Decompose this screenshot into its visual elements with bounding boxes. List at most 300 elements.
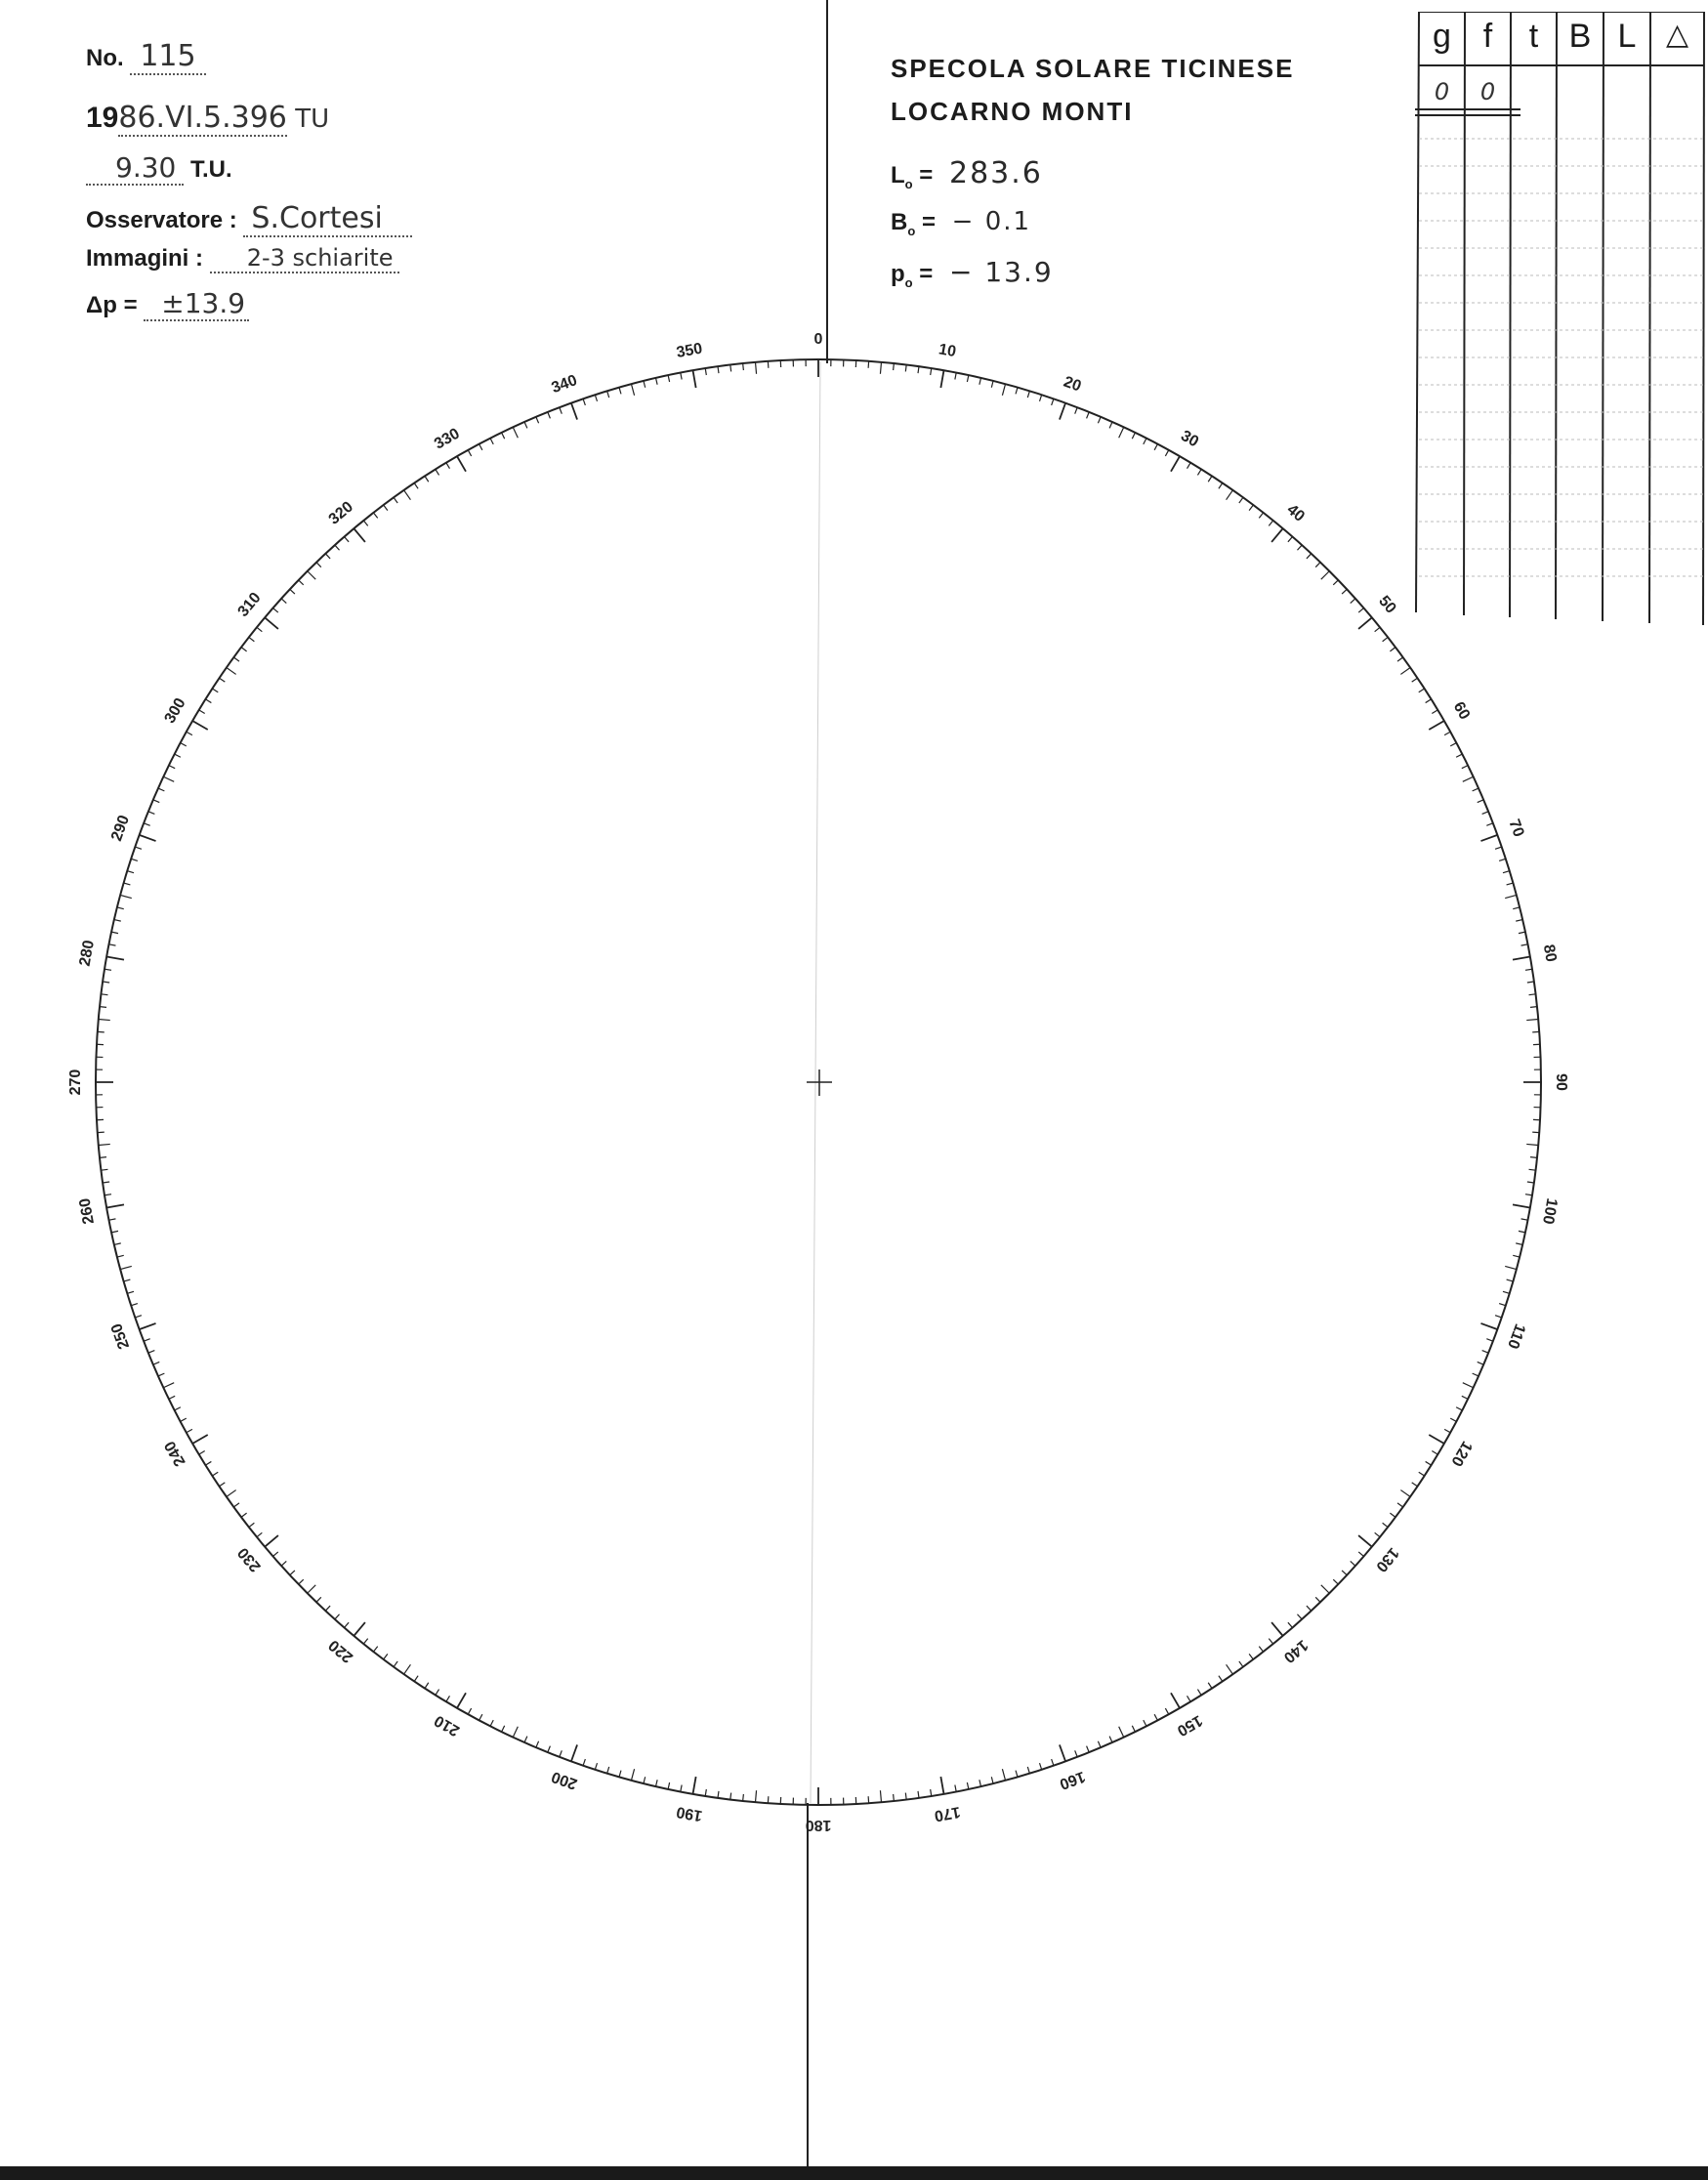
degree-tick bbox=[894, 1794, 895, 1801]
time-value: 9.30 bbox=[86, 151, 184, 186]
table-header-t: t bbox=[1528, 18, 1539, 55]
degree-tick bbox=[1444, 732, 1450, 734]
degree-tick bbox=[457, 456, 466, 472]
degree-tick bbox=[468, 450, 471, 456]
bottom-axis-line bbox=[807, 1803, 809, 2168]
degree-tick bbox=[1087, 1746, 1090, 1752]
degree-tick bbox=[656, 378, 658, 385]
degree-tick bbox=[730, 1793, 731, 1800]
degree-tick bbox=[425, 1683, 429, 1689]
ephemeris-L0 bbox=[891, 156, 1043, 191]
date-prefix: 19 bbox=[86, 102, 119, 134]
degree-label-260: 260 bbox=[76, 1196, 98, 1226]
degree-tick bbox=[205, 699, 211, 703]
degree-tick bbox=[490, 439, 493, 444]
degree-tick bbox=[1463, 1383, 1474, 1388]
degree-tick bbox=[1333, 1579, 1338, 1584]
degree-tick bbox=[524, 422, 527, 428]
observer-line bbox=[86, 201, 412, 237]
degree-tick bbox=[111, 932, 118, 933]
degree-tick bbox=[940, 1777, 943, 1794]
degree-tick bbox=[1456, 754, 1462, 757]
degree-tick bbox=[1473, 788, 1479, 791]
degree-tick bbox=[436, 469, 439, 475]
degree-tick bbox=[756, 1790, 757, 1802]
degree-tick bbox=[131, 1304, 138, 1306]
degree-ticks bbox=[96, 359, 1541, 1805]
degree-tick bbox=[192, 1435, 208, 1444]
degree-tick bbox=[756, 362, 757, 374]
degree-tick bbox=[181, 743, 187, 746]
degree-tick bbox=[1315, 1597, 1320, 1602]
degree-tick bbox=[124, 1279, 131, 1281]
degree-tick bbox=[1419, 689, 1425, 692]
degree-tick bbox=[644, 1777, 646, 1783]
degree-tick bbox=[1027, 391, 1029, 398]
degree-tick bbox=[631, 384, 634, 396]
L0-label: L bbox=[891, 162, 905, 189]
degree-tick bbox=[233, 657, 239, 661]
degree-tick bbox=[1119, 1727, 1124, 1738]
degree-tick bbox=[1119, 427, 1124, 438]
solar-disk-outline bbox=[96, 359, 1541, 1805]
degree-tick bbox=[100, 1157, 106, 1158]
degree-tick bbox=[631, 1769, 634, 1781]
degree-tick bbox=[1288, 1622, 1293, 1627]
degree-label-170: 170 bbox=[933, 1803, 962, 1824]
table-header-f: f bbox=[1482, 18, 1493, 55]
degree-tick bbox=[394, 1661, 397, 1667]
degree-tick bbox=[718, 366, 719, 373]
degree-tick bbox=[175, 1407, 181, 1410]
degree-tick bbox=[404, 1664, 411, 1674]
degree-tick bbox=[102, 1169, 108, 1170]
degree-tick bbox=[1462, 1396, 1468, 1399]
degree-tick bbox=[384, 1654, 388, 1659]
degree-tick bbox=[135, 847, 142, 849]
degree-tick bbox=[1513, 957, 1530, 960]
degree-tick bbox=[1527, 982, 1534, 983]
degree-tick bbox=[335, 545, 340, 550]
degree-tick bbox=[103, 982, 109, 983]
degree-tick bbox=[1462, 766, 1468, 769]
degree-tick bbox=[1052, 398, 1054, 405]
degree-tick bbox=[1390, 1513, 1396, 1517]
degree-tick bbox=[681, 373, 682, 380]
degree-tick bbox=[1075, 407, 1078, 414]
degree-tick bbox=[1429, 721, 1444, 730]
degree-tick bbox=[106, 1204, 124, 1207]
degree-tick bbox=[1333, 580, 1338, 585]
degree-tick bbox=[1505, 1266, 1517, 1269]
degree-tick bbox=[325, 554, 330, 559]
degree-tick bbox=[931, 1789, 932, 1796]
degree-tick bbox=[1412, 678, 1418, 682]
degree-label-90: 90 bbox=[1552, 1073, 1569, 1091]
degree-tick bbox=[394, 497, 397, 503]
degree-tick bbox=[905, 1793, 906, 1800]
degree-label-60: 60 bbox=[1449, 698, 1474, 723]
degree-tick bbox=[325, 1606, 330, 1611]
degree-label-40: 40 bbox=[1283, 501, 1308, 525]
degree-tick bbox=[1526, 1020, 1538, 1021]
degree-tick bbox=[571, 403, 577, 420]
degree-tick bbox=[619, 388, 621, 395]
degree-tick bbox=[144, 823, 150, 826]
degree-tick bbox=[1208, 1683, 1212, 1689]
station-name: SPECOLA SOLARE TICINESE bbox=[891, 54, 1295, 83]
degree-tick bbox=[718, 1791, 719, 1798]
degree-tick bbox=[536, 417, 539, 423]
degree-tick bbox=[1400, 1490, 1410, 1497]
B0-value: − 0.1 bbox=[951, 207, 1032, 236]
degree-tick bbox=[619, 1771, 621, 1778]
degree-tick bbox=[163, 1383, 174, 1388]
degree-label-180: 180 bbox=[805, 1816, 832, 1833]
degree-tick bbox=[1529, 994, 1536, 995]
degree-tick bbox=[1529, 1169, 1536, 1170]
degree-tick bbox=[1480, 835, 1497, 841]
degree-tick bbox=[1507, 1279, 1514, 1281]
degree-tick bbox=[1480, 1323, 1497, 1329]
degree-tick bbox=[479, 444, 482, 450]
degree-tick bbox=[220, 1483, 226, 1487]
degree-tick bbox=[144, 1339, 150, 1342]
degree-tick bbox=[257, 1532, 262, 1536]
degree-tick bbox=[548, 1746, 551, 1752]
degree-tick bbox=[1419, 1472, 1425, 1476]
degree-tick bbox=[1513, 1204, 1530, 1207]
degree-tick bbox=[163, 776, 174, 781]
degree-tick bbox=[1239, 497, 1243, 503]
degree-tick bbox=[1271, 528, 1283, 542]
degree-tick bbox=[1456, 1407, 1462, 1410]
degree-tick bbox=[127, 1291, 134, 1293]
degree-label-140: 140 bbox=[1279, 1636, 1312, 1666]
degree-tick bbox=[967, 375, 968, 382]
degree-tick bbox=[117, 907, 124, 909]
degree-label-20: 20 bbox=[1061, 373, 1084, 396]
degree-tick bbox=[373, 513, 377, 519]
degree-label-120: 120 bbox=[1447, 1438, 1476, 1469]
degree-tick bbox=[1375, 1532, 1380, 1536]
P0-label: p bbox=[891, 261, 905, 287]
degree-labels bbox=[67, 331, 1569, 1833]
degree-tick bbox=[905, 365, 906, 372]
degree-tick bbox=[743, 363, 744, 370]
degree-tick bbox=[1109, 422, 1112, 428]
degree-tick bbox=[644, 381, 646, 388]
degree-tick bbox=[1132, 433, 1135, 439]
table-cell-f: 0 bbox=[1479, 78, 1496, 105]
degree-tick bbox=[918, 1791, 919, 1798]
sunspot-table bbox=[1415, 12, 1708, 637]
degree-tick bbox=[502, 1726, 505, 1732]
degree-tick bbox=[1499, 1304, 1506, 1306]
degree-tick bbox=[955, 1785, 956, 1792]
degree-tick bbox=[106, 957, 124, 960]
degree-tick bbox=[249, 637, 255, 641]
degree-tick bbox=[513, 427, 518, 438]
degree-tick bbox=[187, 1429, 192, 1432]
degree-tick bbox=[979, 378, 981, 385]
degree-tick bbox=[1087, 412, 1090, 418]
degree-tick bbox=[220, 678, 226, 682]
degree-tick bbox=[1358, 608, 1363, 613]
degree-tick bbox=[880, 1790, 881, 1802]
degree-tick bbox=[181, 1418, 187, 1421]
record-number bbox=[86, 39, 206, 75]
top-axis-line bbox=[826, 0, 828, 363]
degree-tick bbox=[1259, 513, 1263, 519]
degree-tick bbox=[1171, 456, 1180, 472]
degree-tick bbox=[1208, 476, 1212, 482]
degree-label-240: 240 bbox=[161, 1438, 189, 1469]
degree-label-280: 280 bbox=[76, 939, 98, 968]
P0-equals: = bbox=[919, 261, 934, 287]
degree-tick bbox=[457, 1693, 466, 1708]
degree-tick bbox=[104, 969, 111, 970]
degree-tick bbox=[1478, 800, 1483, 803]
date-suffix: TU bbox=[295, 105, 330, 134]
degree-tick bbox=[109, 944, 116, 945]
degree-tick bbox=[1219, 483, 1223, 489]
degree-tick bbox=[548, 412, 551, 418]
table-header-B: B bbox=[1568, 18, 1592, 55]
degree-tick bbox=[1197, 469, 1201, 475]
degree-tick bbox=[1463, 776, 1474, 781]
degree-tick bbox=[436, 1690, 439, 1696]
degree-tick bbox=[560, 1750, 562, 1757]
degree-tick bbox=[1482, 1351, 1488, 1354]
degree-tick bbox=[1249, 1654, 1253, 1659]
degree-tick bbox=[1002, 1769, 1005, 1781]
images-value: 2-3 schiarite bbox=[210, 244, 399, 273]
station-title bbox=[891, 47, 1294, 133]
degree-tick bbox=[1530, 1157, 1537, 1158]
degree-tick bbox=[249, 1523, 255, 1527]
degree-tick bbox=[595, 1763, 597, 1770]
degree-tick bbox=[1351, 1561, 1355, 1566]
P0-subscript: o bbox=[904, 274, 913, 290]
degree-label-250: 250 bbox=[108, 1321, 134, 1352]
degree-tick bbox=[345, 537, 350, 542]
time-suffix: T.U. bbox=[190, 156, 232, 183]
degree-tick bbox=[967, 1782, 968, 1789]
P0-value: − 13.9 bbox=[948, 256, 1054, 288]
degree-tick bbox=[135, 1316, 142, 1318]
degree-tick bbox=[414, 1676, 418, 1682]
observer-label: Osservatore : bbox=[86, 207, 237, 233]
degree-tick bbox=[1390, 648, 1396, 651]
degree-tick bbox=[1098, 417, 1101, 423]
degree-tick bbox=[103, 1182, 109, 1183]
degree-tick bbox=[1519, 932, 1525, 933]
degree-tick bbox=[153, 800, 159, 803]
degree-tick bbox=[1358, 1552, 1363, 1557]
degree-tick bbox=[117, 1255, 124, 1257]
degree-label-150: 150 bbox=[1174, 1711, 1205, 1740]
degree-tick bbox=[111, 1231, 118, 1232]
degree-tick bbox=[1060, 403, 1065, 420]
degree-tick bbox=[1109, 1737, 1112, 1742]
degree-tick bbox=[595, 395, 597, 401]
degree-tick bbox=[1060, 1744, 1065, 1761]
degree-tick bbox=[1521, 944, 1528, 945]
degree-tick bbox=[265, 1535, 278, 1547]
degree-tick bbox=[1358, 1535, 1372, 1547]
degree-label-310: 310 bbox=[234, 589, 265, 621]
degree-tick bbox=[212, 689, 218, 692]
degree-tick bbox=[205, 1461, 211, 1465]
degree-tick bbox=[524, 1737, 527, 1742]
degree-tick bbox=[212, 1472, 218, 1476]
degree-tick bbox=[502, 433, 505, 439]
degree-tick bbox=[1412, 1483, 1418, 1487]
delta-p-value: ±13.9 bbox=[144, 287, 249, 321]
degree-label-160: 160 bbox=[1057, 1767, 1088, 1792]
degree-tick bbox=[158, 1373, 164, 1376]
degree-tick bbox=[1165, 1708, 1168, 1714]
table-header-delta: △ bbox=[1665, 19, 1689, 51]
degree-tick bbox=[1495, 847, 1502, 849]
degree-tick bbox=[1503, 871, 1510, 873]
degree-tick bbox=[1516, 1243, 1522, 1245]
degree-tick bbox=[1315, 563, 1320, 567]
degree-tick bbox=[335, 1614, 340, 1619]
degree-tick bbox=[1154, 1714, 1157, 1720]
degree-tick bbox=[127, 871, 134, 873]
degree-tick bbox=[187, 732, 192, 734]
degree-tick bbox=[1397, 1503, 1403, 1507]
degree-tick bbox=[1239, 1661, 1243, 1667]
degree-tick bbox=[1227, 490, 1233, 500]
degree-tick bbox=[227, 668, 236, 675]
B0-subscript: o bbox=[907, 223, 916, 238]
degree-tick bbox=[1288, 537, 1293, 542]
degree-tick bbox=[1269, 521, 1272, 525]
degree-tick bbox=[404, 490, 411, 500]
degree-tick bbox=[1397, 657, 1403, 661]
degree-tick bbox=[290, 589, 295, 594]
degree-tick bbox=[668, 375, 669, 382]
degree-tick bbox=[894, 363, 895, 370]
degree-tick bbox=[1165, 450, 1168, 456]
degree-tick bbox=[1197, 1690, 1201, 1696]
degree-label-200: 200 bbox=[549, 1767, 580, 1792]
degree-tick bbox=[1482, 812, 1488, 815]
degree-tick bbox=[693, 370, 696, 388]
degree-tick bbox=[1495, 1316, 1502, 1318]
degree-tick bbox=[169, 766, 175, 769]
degree-tick bbox=[1040, 395, 1042, 401]
B0-label: B bbox=[891, 209, 908, 235]
degree-tick bbox=[693, 1777, 696, 1794]
degree-tick bbox=[308, 571, 315, 579]
degree-tick bbox=[1513, 1255, 1520, 1257]
degree-tick bbox=[668, 1782, 669, 1789]
degree-tick bbox=[384, 505, 388, 511]
degree-tick bbox=[1307, 1606, 1312, 1611]
record-number-value: 115 bbox=[130, 39, 205, 75]
degree-label-290: 290 bbox=[108, 813, 134, 844]
degree-tick bbox=[1513, 907, 1520, 909]
degree-tick bbox=[1473, 1373, 1479, 1376]
degree-tick bbox=[1526, 1144, 1538, 1145]
degree-tick bbox=[241, 648, 247, 651]
degree-tick bbox=[1187, 1696, 1191, 1701]
degree-tick bbox=[1227, 1664, 1233, 1674]
degree-tick bbox=[607, 1767, 609, 1774]
degree-tick bbox=[1478, 1362, 1483, 1364]
degree-tick bbox=[571, 1744, 577, 1761]
degree-tick bbox=[1486, 823, 1493, 826]
degree-tick bbox=[705, 1789, 706, 1796]
degree-tick bbox=[1342, 1571, 1347, 1575]
degree-tick bbox=[583, 1759, 585, 1766]
degree-tick bbox=[316, 1597, 321, 1602]
degree-tick bbox=[468, 1708, 471, 1714]
L0-equals: = bbox=[919, 162, 934, 189]
degree-label-80: 80 bbox=[1539, 943, 1560, 964]
degree-tick bbox=[281, 599, 286, 604]
degree-tick bbox=[979, 1780, 981, 1786]
degree-label-340: 340 bbox=[549, 372, 580, 398]
degree-tick bbox=[1016, 388, 1018, 395]
degree-tick bbox=[1499, 859, 1506, 860]
B0-equals: = bbox=[921, 209, 936, 235]
degree-tick bbox=[1187, 463, 1191, 469]
degree-tick bbox=[1321, 571, 1329, 579]
degree-tick bbox=[1321, 1585, 1329, 1593]
degree-tick bbox=[1351, 599, 1355, 604]
degree-tick bbox=[1505, 895, 1517, 898]
degree-tick bbox=[281, 1561, 286, 1566]
degree-tick bbox=[1383, 637, 1389, 641]
degree-tick bbox=[425, 476, 429, 482]
degree-tick bbox=[1027, 1767, 1029, 1774]
degree-tick bbox=[1450, 743, 1456, 746]
degree-tick bbox=[1521, 1219, 1528, 1220]
degree-tick bbox=[1040, 1763, 1042, 1770]
delta-p-line bbox=[86, 287, 249, 321]
degree-tick bbox=[199, 710, 205, 714]
degree-tick bbox=[681, 1785, 682, 1792]
degree-label-320: 320 bbox=[325, 498, 357, 528]
degree-label-70: 70 bbox=[1505, 817, 1527, 840]
degree-tick bbox=[354, 1622, 365, 1636]
table-header-g: g bbox=[1433, 18, 1451, 55]
bottom-edge-bar bbox=[0, 2166, 1708, 2180]
degree-tick bbox=[705, 368, 706, 375]
degree-label-300: 300 bbox=[161, 695, 189, 727]
date-value: 86.VI.5.396 bbox=[118, 101, 287, 135]
degree-tick bbox=[940, 370, 943, 388]
degree-tick bbox=[446, 1696, 450, 1701]
degree-tick bbox=[1249, 505, 1253, 511]
degree-tick bbox=[1307, 554, 1312, 559]
degree-tick bbox=[583, 398, 585, 405]
degree-label-330: 330 bbox=[432, 425, 463, 453]
degree-tick bbox=[175, 754, 181, 757]
degree-label-210: 210 bbox=[432, 1711, 463, 1740]
degree-label-130: 130 bbox=[1372, 1543, 1402, 1575]
degree-tick bbox=[120, 1266, 132, 1269]
degree-tick bbox=[1400, 668, 1410, 675]
degree-tick bbox=[1154, 444, 1157, 450]
degree-tick bbox=[1342, 589, 1347, 594]
degree-tick bbox=[991, 381, 993, 388]
